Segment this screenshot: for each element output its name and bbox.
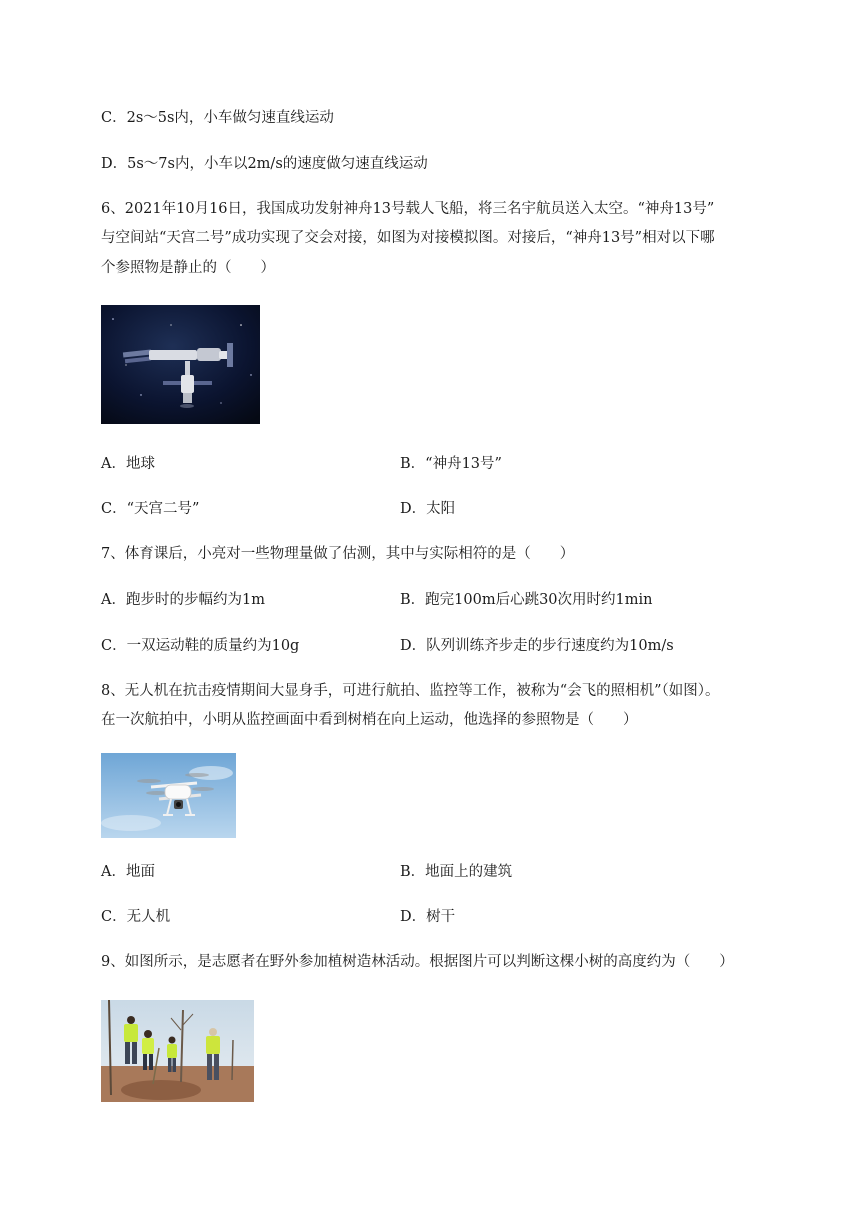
q9-stem: 9、如图所示，是志愿者在野外参加植树造林活动。根据图片可以判断这棵小树的高度约为（ ） [101,954,734,970]
q6-option-a: A．地球 [101,456,155,472]
q7-option-b: B．跑完100m后心跳30次用时约1min [400,592,653,608]
q7-stem: 7、体育课后，小亮对一些物理量做了估测，其中与实际相符的是（ ） [101,546,575,562]
q6-stem-line1: 6、2021年10月16日，我国成功发射神舟13号载人飞船，将三名宇航员送入太空。“神舟13号” [101,201,715,217]
q7-option-d: D．队列训练齐步走的步行速度约为10m/s [400,638,674,654]
q6-stem-line2: 与空间站“天宫二号”成功实现了交会对接，如图为对接模拟图。对接后，“神舟13号”相对以下哪 [101,230,715,246]
q6-option-b: B．“神舟13号” [400,456,502,472]
q8-option-a: A．地面 [101,864,155,880]
q7-option-c: C．一双运动鞋的质量约为10g [101,638,300,654]
q8-stem-line1: 8、无人机在抗击疫情期间大显身手，可进行航拍、监控等工作，被称为“会飞的照相机”（如图）。 [101,683,720,699]
q6-option-d: D．太阳 [400,501,456,517]
space-station-docking-image [101,305,260,424]
q5-option-d: D．5s～7s内，小车以2m/s的速度做匀速直线运动 [101,156,428,172]
q8-option-d: D．树干 [400,909,456,925]
q6-stem-line3: 个参照物是静止的（ ） [101,260,275,276]
q7-option-a: A．跑步时的步幅约为1m [101,592,265,608]
q8-option-b: B．地面上的建筑 [400,864,513,880]
q8-stem-line2: 在一次航拍中，小明从监控画面中看到树梢在向上运动，他选择的参照物是（ ） [101,712,638,728]
q8-option-c: C．无人机 [101,909,171,925]
tree-planting-image [101,1000,254,1102]
q5-option-c: C．2s～5s内，小车做匀速直线运动 [101,110,334,126]
drone-image [101,753,236,838]
q6-option-c: C．“天宫二号” [101,501,200,517]
